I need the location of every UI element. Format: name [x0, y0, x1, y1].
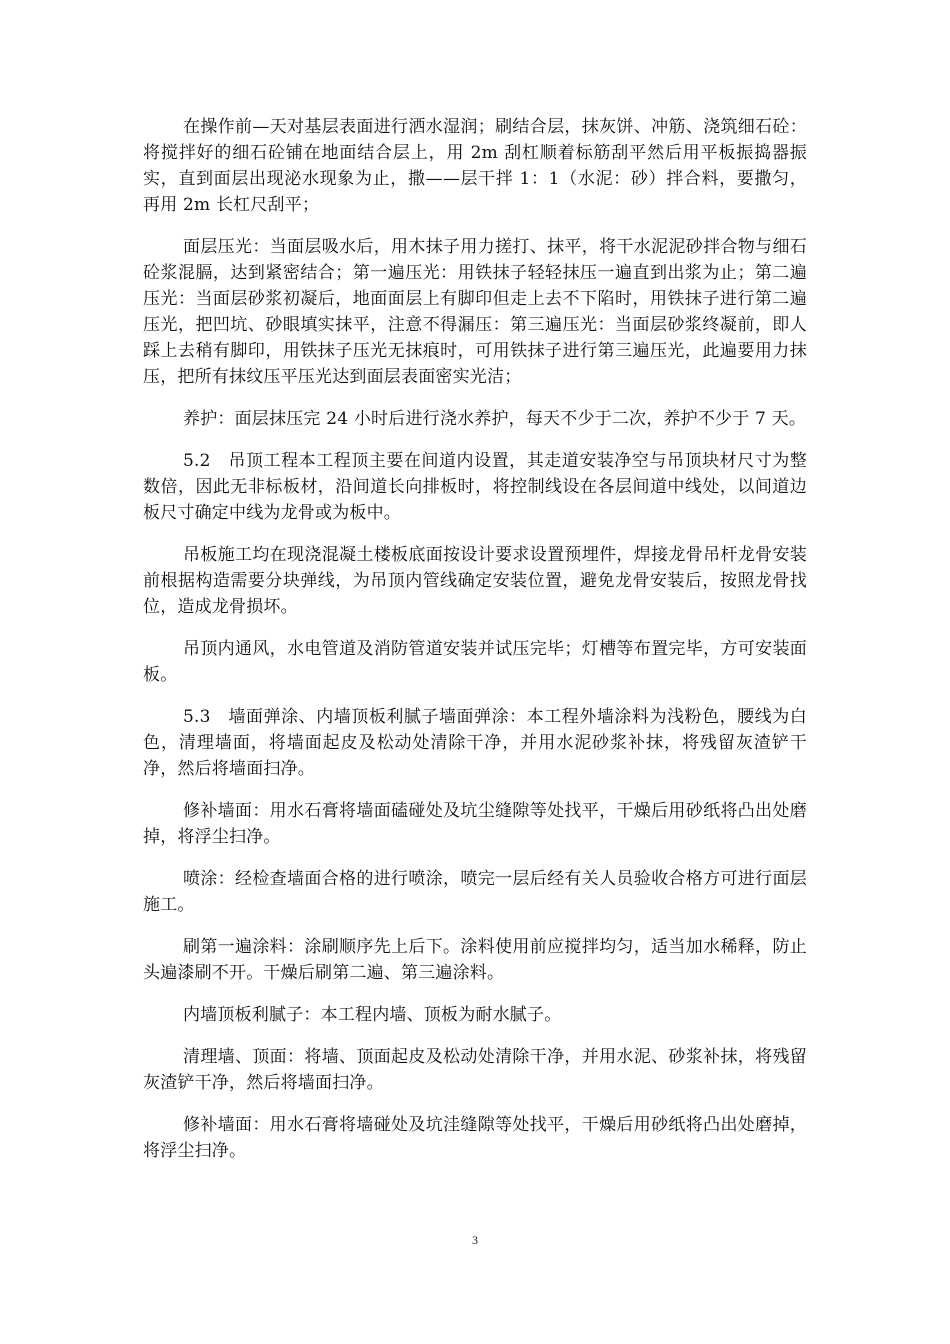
- paragraph-putty: 内墙顶板利腻子：本工程内墙、顶板为耐水腻子。: [183, 1005, 562, 1025]
- paragraph-first-coat: 刷第一遍涂料：涂刷顺序先上后下。涂料使用前应搅拌均匀，适当加水稀释，防止头遍漆刷不开。干燥后刷第二遍、第三遍涂料。: [143, 937, 807, 983]
- paragraph-ceiling-embedded-parts: 吊板施工均在现浇混凝土楼板底面按设计要求设置预埋件，焊接龙骨吊杆龙骨安装前根据构造需要分块弹线，为吊顶内管线确定安装位置，避免龙骨安装后，按照龙骨找位，造成龙骨损坏。: [143, 545, 807, 617]
- paragraph-spraying: 喷涂：经检查墙面合格的进行喷涂，喷完一层后经有关人员验收合格方可进行面层施工。: [143, 869, 807, 915]
- paragraph-wall-coating: 5.3 墙面弹涂、内墙顶板利腻子墙面弹涂：本工程外墙涂料为浅粉色，腰线为白色，清理墙面，将墙面起皮及松动处清除干净，并用水泥砂浆补抹，将残留灰渣铲干净，然后将墙面扫净。: [143, 707, 807, 779]
- paragraph-wall-repair: 修补墙面：用水石膏将墙面磕碰处及坑尘缝隙等处找平，干燥后用砂纸将凸出处磨掉，将浮尘扫净。: [143, 801, 807, 847]
- paragraph-repair-wall-final: 修补墙面：用水石膏将墙碰处及坑洼缝隙等处找平，干燥后用砂纸将凸出处磨掉，将浮尘扫净。: [143, 1115, 807, 1161]
- paragraph-surface-troweling: 面层压光：当面层吸水后，用木抹子用力搓打、抹平，将干水泥泥砂拌合物与细石砼浆混膈，达到紧密结合；第一遍压光：用铁抹子轻轻抹压一遍直到出浆为止；第二遍压光：当面层砂浆初凝后，地面面层上有脚印但走上去不下陷时，用铁抹子进行第二遍压光，把凹坑、砂眼填实抹平，注意不得漏压：第三遍压光：当面层砂浆终凝前，即人踩上去稍有脚印，用铁抹子压光无抹痕时，可用铁抹子进行第三遍压光，此遍要用力抹压，把所有抹纹压平压光达到面层表面密实光洁；: [143, 237, 807, 387]
- paragraph-curing: 养护：面层抹压完 24 小时后进行浇水养护，每天不少于二次，养护不少于 7 天。: [183, 409, 807, 429]
- paragraph-clean-wall-ceiling: 清理墙、顶面：将墙、顶面起皮及松动处清除干净，并用水泥、砂浆补抹，将残留灰渣铲干净，然后将墙面扫净。: [143, 1047, 807, 1093]
- paragraph-ceiling-ventilation: 吊顶内通风，水电管道及消防管道安装并试压完毕；灯槽等布置完毕，方可安装面板。: [143, 639, 807, 685]
- page-number: 3: [472, 1233, 478, 1247]
- paragraph-floor-pouring: 在操作前—天对基层表面进行洒水湿润；刷结合层，抹灰饼、冲筋、浇筑细石砼：将搅拌好的细石砼铺在地面结合层上，用 2m 刮杠顺着标筋刮平然后用平板振捣器振实，直到面层出现泌水现象为止，撒——层干拌 1：1（水泥：砂）拌合料，要撒匀，再用 2m 长杠尺刮平；: [143, 117, 807, 215]
- document-body: [143, 114, 807, 1180]
- paragraph-ceiling-works: 5.2 吊顶工程本工程顶主要在间道内设置，其走道安装净空与吊顶块材尺寸为整数倍，因此无非标板材，沿间道长向排板时，将控制线设在各层间道中线处，以间道边板尺寸确定中线为龙骨或为板中。: [143, 451, 807, 523]
